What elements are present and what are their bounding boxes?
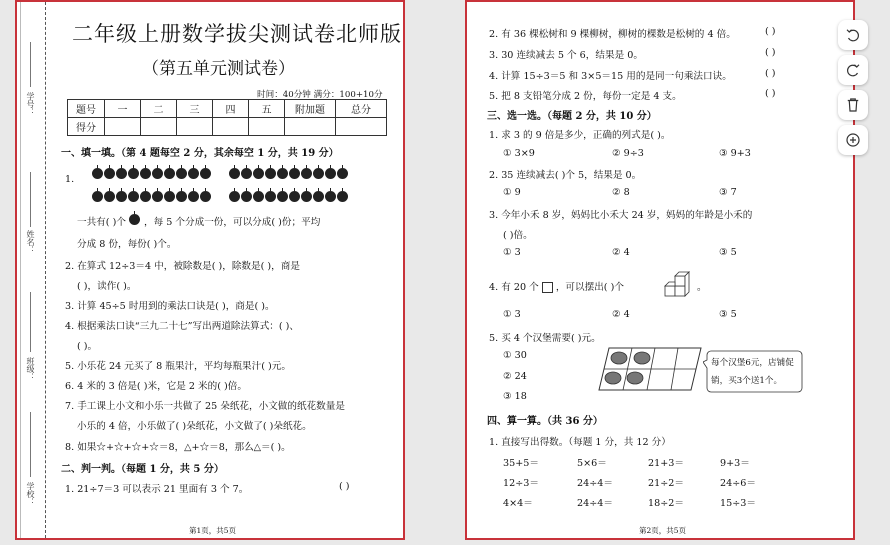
page-footer: 第2页，共5页: [639, 526, 687, 535]
score-table: [67, 99, 387, 136]
score-cell: [105, 118, 141, 136]
rotate-left-button[interactable]: [838, 20, 868, 50]
apple-icon: [92, 168, 103, 179]
apple-icon: [265, 191, 276, 202]
hamburger-tray-illustration: [597, 344, 703, 392]
calc-item: 24÷6＝: [720, 478, 756, 489]
score-cell: [213, 118, 249, 136]
score-cell: 一: [105, 100, 141, 118]
question-number: 1.: [65, 174, 75, 185]
question-text: 4. 计算 15÷3＝5 和 3×5＝15 用的是同一句乘法口诀。: [489, 71, 732, 82]
apple-icon: [152, 191, 163, 202]
add-button[interactable]: [838, 125, 868, 155]
score-cell: 二: [141, 100, 177, 118]
answer-bracket: ( ): [765, 47, 776, 58]
apple-icon: [200, 168, 211, 179]
calc-item: 24÷4＝: [577, 478, 613, 489]
apple-icon: [116, 168, 127, 179]
question-text: 。: [697, 282, 707, 293]
dashed-cut-line: [45, 2, 46, 538]
option: ③ 5: [719, 309, 737, 320]
question-text: 7. 手工课上小文和小乐一共做了 25 朵纸花，小文做的纸花数量是: [65, 401, 345, 412]
calc-item: 9+3＝: [720, 458, 750, 469]
add-icon: [844, 131, 862, 149]
side-fill-line: [30, 292, 31, 352]
apple-icon: [277, 191, 288, 202]
apple-icon: [229, 168, 240, 179]
apple-icon: [313, 168, 324, 179]
score-header-row: [68, 100, 387, 118]
calc-item: 4×4＝: [503, 498, 533, 509]
calc-item: 35+5＝: [503, 458, 539, 469]
question-text: 3. 30 连续减去 5 个 6，结果是 0。: [489, 50, 643, 61]
calc-item: 21+3＝: [648, 458, 684, 469]
option: ② 4: [612, 309, 630, 320]
option: ② 8: [612, 187, 630, 198]
section-1-heading: 一、填一填。（第 4 题每空 2 分，其余每空 1 分，共 19 分）: [61, 148, 339, 159]
side-fill-line: [30, 412, 31, 477]
apple-icon: [152, 168, 163, 179]
page-title: 二年级上册数学拔尖测试卷北师版: [72, 22, 402, 46]
option: ② 4: [612, 247, 630, 258]
apple-icon: [325, 191, 336, 202]
apple-icon: [116, 191, 127, 202]
side-fill-line: [30, 42, 31, 87]
page-1: [15, 0, 405, 540]
apple-icon: [337, 191, 348, 202]
bubble-text: 销，买3个送1个。: [711, 376, 783, 386]
bubble-text: 每个汉堡6元，店铺促: [711, 358, 794, 368]
question-text: 一共有( )个: [77, 217, 126, 228]
apple-icon: [92, 191, 103, 202]
apple-icon: [277, 168, 288, 179]
option: ② 24: [503, 371, 527, 382]
cube-stack-icon: [663, 264, 695, 300]
score-cell: 总分: [336, 100, 387, 118]
apple-icon: [253, 191, 264, 202]
calc-item: 18÷2＝: [648, 498, 684, 509]
question-text: 小乐的 4 倍，小乐做了( )朵纸花，小文做了( )朵纸花。: [77, 421, 312, 432]
apple-icon: [176, 191, 187, 202]
apple-icon: [140, 191, 151, 202]
question-1-line-a: [77, 214, 320, 228]
calc-item: 24÷4＝: [577, 498, 613, 509]
section-4-heading: 四、算一算。（共 36 分）: [487, 416, 603, 427]
apple-icon: [289, 168, 300, 179]
apple-icon: [241, 191, 252, 202]
option: ① 30: [503, 350, 527, 361]
score-cell: [141, 118, 177, 136]
score-cell: [249, 118, 285, 136]
question-text: 1. 求 3 的 9 倍是多少，正确的列式是( )。: [489, 130, 671, 141]
question-text: 1. 直接写出得数。（每题 1 分，共 12 分）: [489, 437, 671, 448]
school-label: 学校：: [26, 482, 35, 506]
score-cell: [177, 118, 213, 136]
apple-icon: [140, 168, 151, 179]
apple-icon: [265, 168, 276, 179]
section-2-heading: 二、判一判。（每题 1 分，共 5 分）: [61, 464, 224, 475]
delete-icon: [844, 96, 862, 114]
question-text: 分成 8 份，每份( )个。: [77, 239, 177, 250]
option: ③ 5: [719, 247, 737, 258]
question-text: ，可以摆出( )个: [555, 282, 624, 293]
page-footer: 第1页，共5页: [189, 526, 237, 535]
cube-icon: [542, 282, 553, 293]
apple-icon: [313, 191, 324, 202]
calc-item: 21÷2＝: [648, 478, 684, 489]
apple-icon: [128, 168, 139, 179]
option: ① 9: [503, 187, 521, 198]
question-4-line: [489, 279, 624, 293]
apple-icon: [241, 168, 252, 179]
answer-bracket: ( ): [339, 481, 350, 492]
apple-icon: [104, 168, 115, 179]
student-number-label: 学号：: [26, 92, 35, 116]
rotate-left-icon: [844, 26, 862, 44]
apple-group-1: [92, 164, 212, 183]
apple-icon: [289, 191, 300, 202]
speech-bubble: [703, 348, 803, 394]
apple-icon: [301, 168, 312, 179]
question-text: 5. 小乐花 24 元买了 8 瓶果汁，平均每瓶果汁( )元。: [65, 361, 291, 372]
apple-group-2: [229, 164, 349, 183]
question-text: ，每 5 个分成一份，可以分成( )份；平均: [144, 217, 321, 228]
calc-item: 5×6＝: [577, 458, 607, 469]
question-text: 4. 有 20 个: [489, 282, 539, 293]
score-cell: [285, 118, 336, 136]
question-text: 6. 4 米的 3 倍是( )米，它是 2 米的( )倍。: [65, 381, 247, 392]
question-text: 2. 在算式 12÷3＝4 中，被除数是( )，除数是( )，商是: [65, 261, 300, 272]
apple-icon: [128, 191, 139, 202]
question-text: 4. 根据乘法口诀“三九二十七”写出两道除法算式：( )、: [65, 321, 300, 332]
answer-bracket: ( ): [765, 26, 776, 37]
apple-group-3: [92, 187, 212, 206]
apple-icon: [325, 168, 336, 179]
question-text: 5. 买 4 个汉堡需要( )元。: [489, 333, 601, 344]
page-2: [465, 0, 855, 540]
question-text: 3. 今年小禾 8 岁，妈妈比小禾大 24 岁，妈妈的年龄是小禾的: [489, 210, 753, 221]
binding-line: [20, 2, 29, 538]
question-text: ( )。: [77, 341, 98, 352]
apple-icon: [229, 191, 240, 202]
apple-icon: [188, 191, 199, 202]
score-cell: 题号: [68, 100, 105, 118]
score-cell: 四: [213, 100, 249, 118]
option: ① 3: [503, 247, 521, 258]
apple-icon: [253, 168, 264, 179]
option: ① 3: [503, 309, 521, 320]
score-cell: 五: [249, 100, 285, 118]
apple-icon: [176, 168, 187, 179]
score-cell: 得分: [68, 118, 105, 136]
option: ③ 18: [503, 391, 527, 402]
question-text: 2. 有 36 棵松树和 9 棵柳树，柳树的棵数是松树的 4 倍。: [489, 29, 736, 40]
score-cell: [336, 118, 387, 136]
option: ① 3×9: [503, 148, 535, 159]
option: ③ 9+3: [719, 148, 751, 159]
apple-group-4: [229, 187, 349, 206]
side-fill-line: [30, 172, 31, 227]
apple-icon: [129, 214, 140, 225]
question-text: ( )，读作( )。: [77, 281, 137, 292]
apple-icon: [164, 168, 175, 179]
section-3-heading: 三、选一选。（每题 2 分，共 10 分）: [487, 111, 657, 122]
score-cell: 三: [177, 100, 213, 118]
option: ② 9÷3: [612, 148, 644, 159]
apple-icon: [104, 191, 115, 202]
page-subtitle: （第五单元测试卷）: [142, 59, 295, 79]
score-value-row: [68, 118, 387, 136]
apple-icon: [188, 168, 199, 179]
answer-bracket: ( ): [765, 68, 776, 79]
apple-icon: [200, 191, 211, 202]
apple-icon: [301, 191, 312, 202]
question-text: 8. 如果☆+☆+☆+☆＝8，△+☆＝8，那么△＝( )。: [65, 442, 291, 453]
delete-button[interactable]: [838, 90, 868, 120]
option: ③ 7: [719, 187, 737, 198]
answer-bracket: ( ): [765, 88, 776, 99]
calc-item: 15÷3＝: [720, 498, 756, 509]
question-text: 2. 35 连续减去( )个 5，结果是 0。: [489, 170, 642, 181]
calc-item: 12÷3＝: [503, 478, 539, 489]
question-text: ( )倍。: [503, 230, 533, 241]
rotate-right-button[interactable]: [838, 55, 868, 85]
question-text: 5. 把 8 支铅笔分成 2 份，每份一定是 4 支。: [489, 91, 682, 102]
class-label: 班级：: [26, 357, 35, 381]
exam-meta: 时间：40分钟 满分：100+10分: [257, 90, 383, 100]
apple-icon: [164, 191, 175, 202]
apple-icon: [337, 168, 348, 179]
question-text: 1. 21÷7＝3 可以表示 21 里面有 3 个 7。: [65, 484, 249, 495]
rotate-right-icon: [844, 61, 862, 79]
student-name-label: 姓名：: [26, 230, 35, 254]
question-text: 3. 计算 45÷5 时用到的乘法口诀是( )，商是( )。: [65, 301, 275, 312]
score-cell: 附加题: [285, 100, 336, 118]
